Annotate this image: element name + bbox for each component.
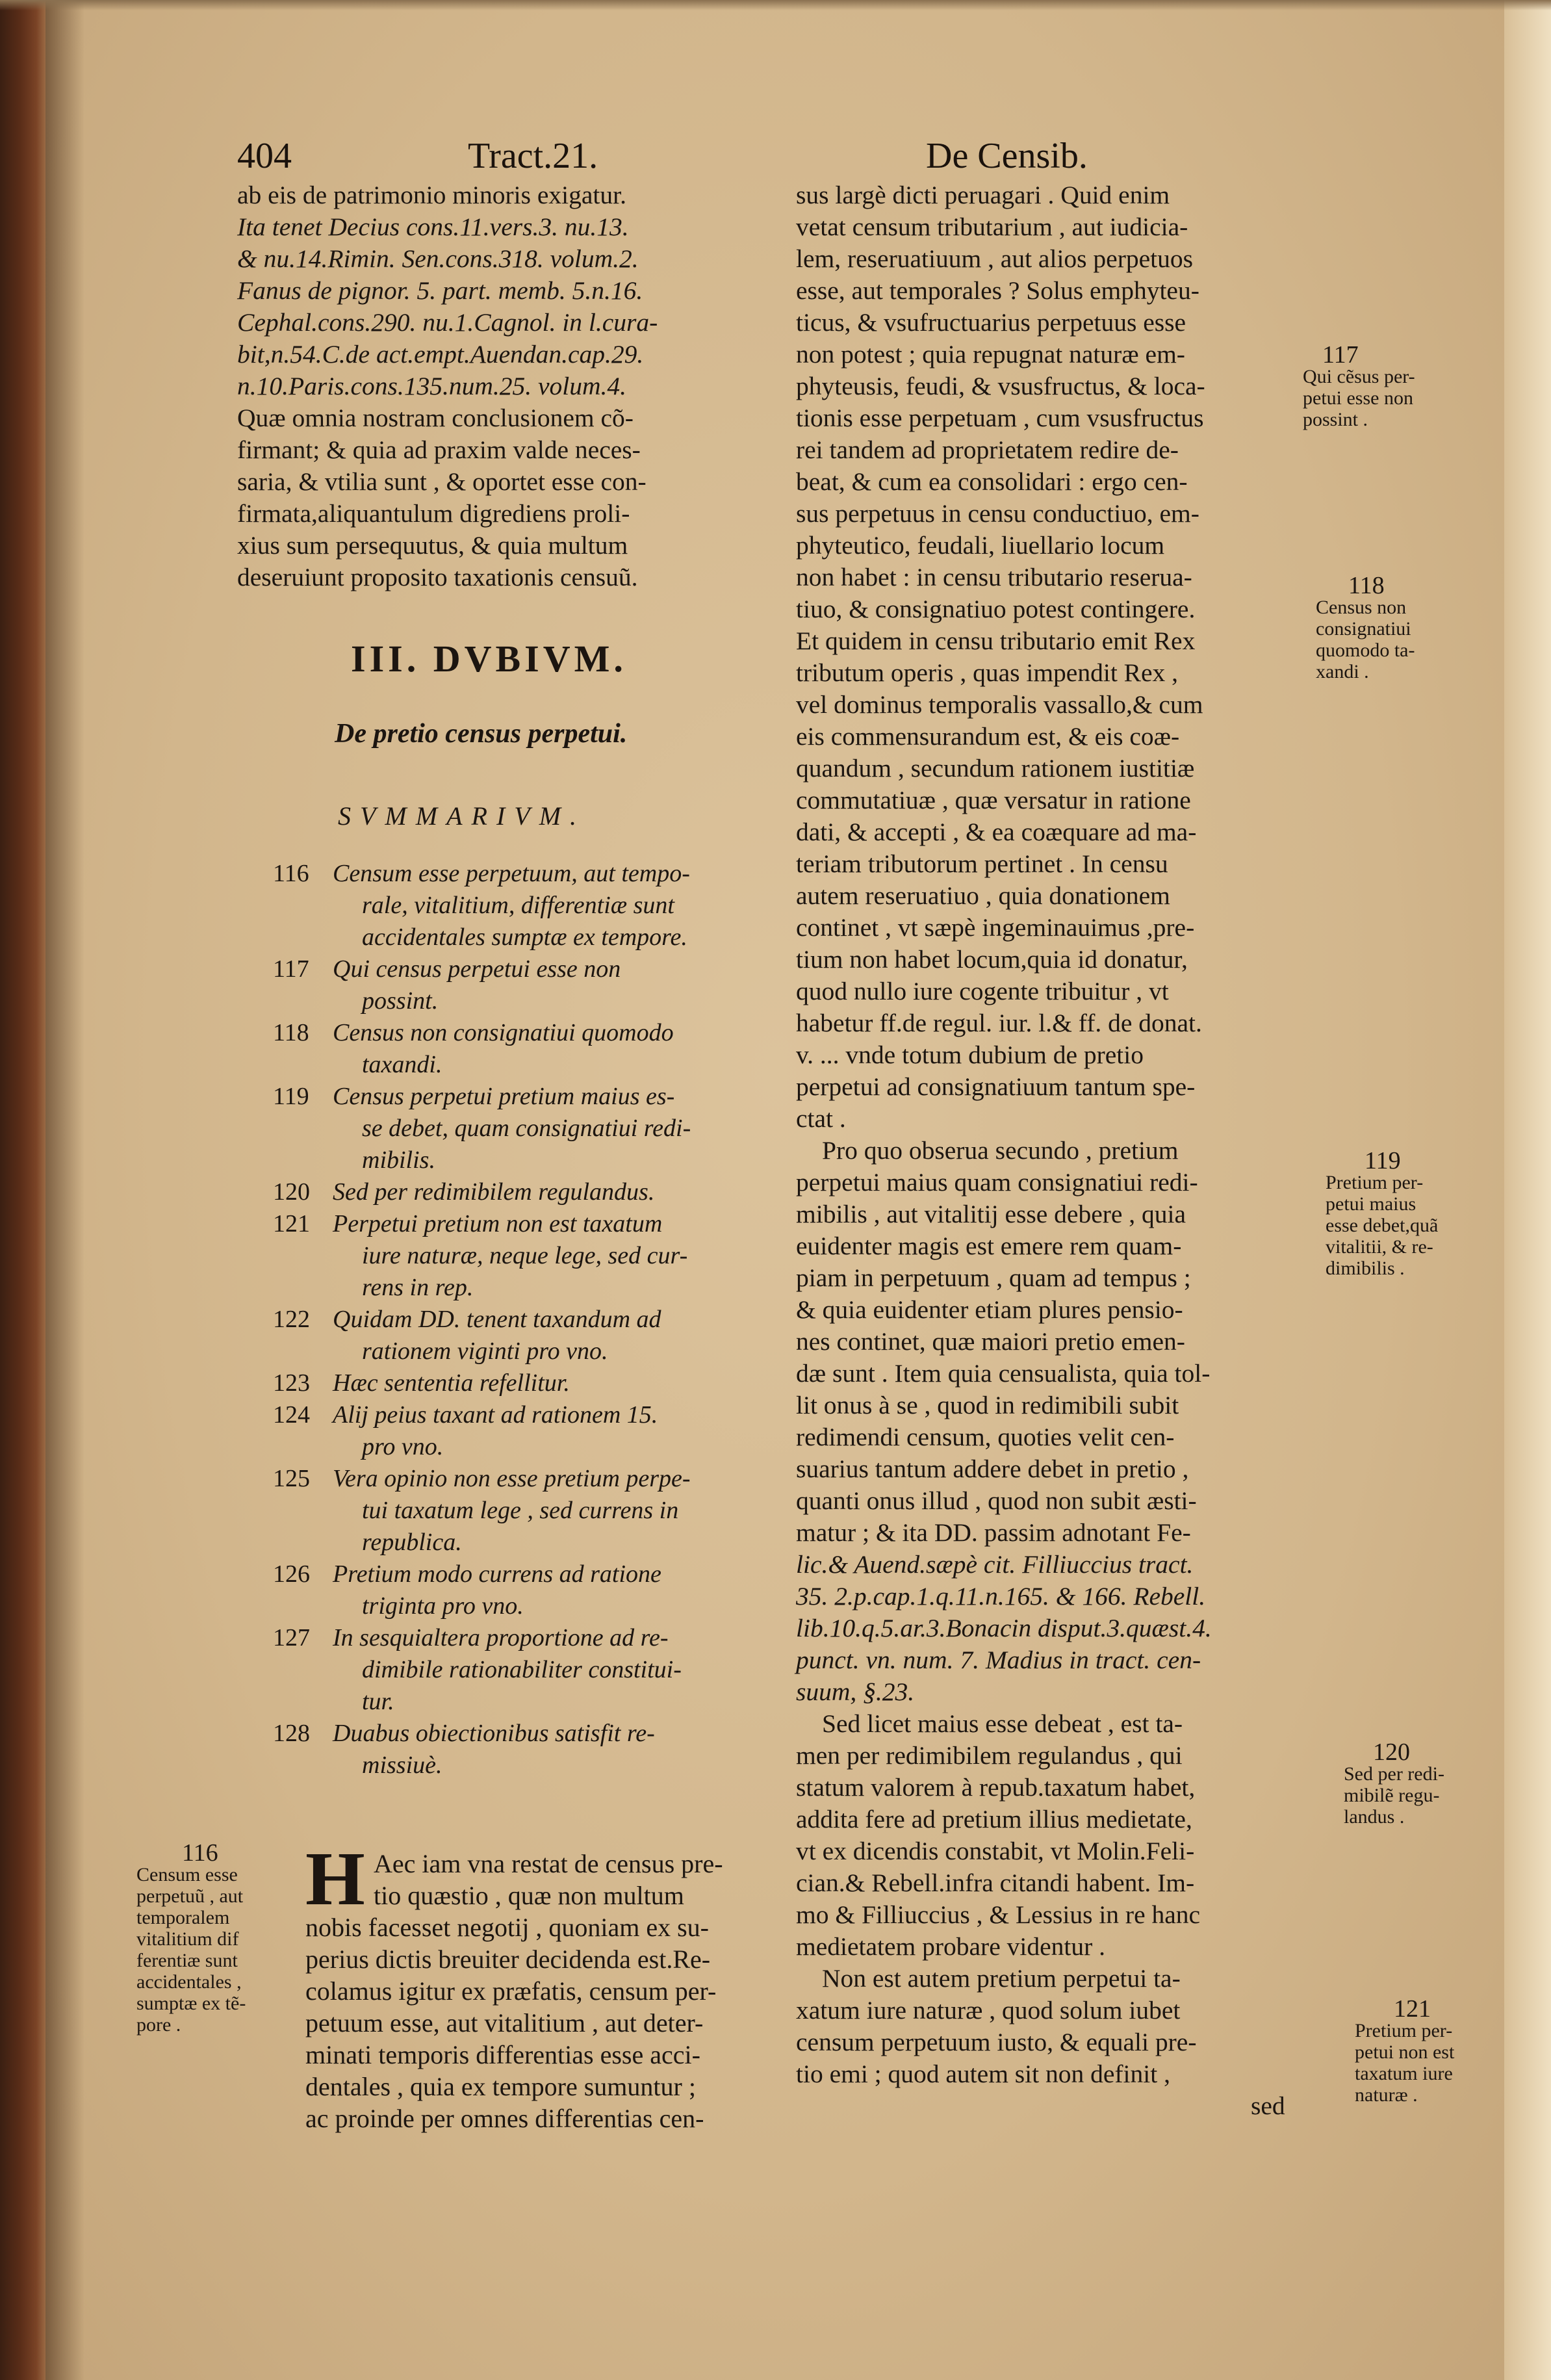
text-line: suarius tantum addere debet in pretio , (796, 1455, 1189, 1483)
text-line: rens in rep. (362, 1274, 474, 1301)
text-line: Pretium per- (1355, 2020, 1453, 2041)
text-line: teriam tributorum pertinet . In censu (796, 849, 1168, 878)
text-line: dimibile rationabiliter constitui- (362, 1656, 682, 1683)
text-line: sumptæ ex tẽ- (136, 1993, 246, 2014)
text-line: vitalitium dif (136, 1928, 239, 1950)
text-line: non potest ; quia repugnat naturæ em- (796, 340, 1185, 369)
text-line: piam in perpetuum , quam ad tempus ; (796, 1263, 1191, 1292)
text-line: Census non consignatiui quomodo (333, 1019, 674, 1046)
text-line: firmant; & quia ad praxim valde neces- (237, 435, 641, 464)
page-top-edge (0, 0, 1551, 10)
dropcap-paragraph (305, 1836, 796, 2134)
text-line: nes continet, quæ maiori pretio emen- (796, 1327, 1185, 1356)
text-line: redimendi censum, quoties velit cen- (796, 1423, 1175, 1451)
margin-note-121 (1355, 1995, 1455, 2106)
text-line: Cephal.cons.290. nu.1.Cagnol. in l.cura- (237, 308, 658, 337)
text-line: lic.& Auend.sæpè cit. Filliuccius tract. (796, 1550, 1194, 1579)
item-number: 121 (273, 1210, 310, 1237)
summarium-item (273, 1017, 793, 1081)
text-line: rale, vitalitium, differentiæ sunt (362, 892, 674, 919)
margin-note-number: 119 (1365, 1147, 1401, 1174)
text-line: Quidam DD. tenent taxandum ad (333, 1306, 661, 1333)
text-line: missiuè. (362, 1752, 442, 1779)
text-line: taxandi. (362, 1051, 442, 1078)
item-number: 124 (273, 1401, 310, 1429)
text-line: autem reseruatiuo , quia donationem (796, 881, 1170, 910)
gutter-shadow (45, 0, 84, 2380)
text-line: accidentales , (136, 1971, 242, 1993)
text-line: firmata,aliquantulum digrediens proli- (237, 499, 630, 528)
text-line: tionis esse perpetuam , cum vsusfructus (796, 404, 1204, 432)
text-line: phyteutico, feudali, liuellario locum (796, 531, 1165, 560)
margin-note-number: 116 (182, 1839, 218, 1867)
text-line: Duabus obiectionibus satisfit re- (333, 1720, 655, 1747)
summarium-item (273, 1176, 793, 1208)
text-line: cian.& Rebell.infra citandi habent. Im- (796, 1869, 1195, 1897)
text-line: & quia euidenter etiam plures pensio- (796, 1295, 1183, 1324)
text-line: iure naturæ, neque lege, sed cur- (362, 1242, 688, 1269)
text-line: mo & Filliuccius , & Lessius in re hanc (796, 1900, 1201, 1929)
summarium-item (273, 858, 793, 953)
text-line: nobis facesset negotij , quoniam ex su- (305, 1913, 709, 1942)
text-line: ab eis de patrimonio minoris exigatur. (237, 181, 626, 209)
text-line: beat, & cum ea consolidari : ergo cen- (796, 467, 1188, 496)
text-line: mibilis , aut vitalitij esse debere , quia (796, 1200, 1186, 1228)
text-line: possint. (362, 987, 439, 1015)
text-line: medietatem probare videntur . (796, 1932, 1106, 1961)
summarium-item (273, 1399, 793, 1463)
text-line: pore . (136, 2014, 181, 2036)
text-line: Non est autem pretium perpetui ta- (822, 1964, 1181, 1993)
text-line: vetat censum tributarium , aut iudicia- (796, 213, 1188, 241)
text-line: temporalem (136, 1907, 230, 1928)
text-line: perpetuũ , aut (136, 1885, 244, 1907)
running-head-title: De Censib. (926, 136, 1088, 176)
text-line: ferentiæ sunt (136, 1950, 238, 1971)
text-line: tiuo, & consignatiuo potest contingere. (796, 595, 1196, 623)
right-column-text (796, 179, 1342, 2122)
text-line: ctat . (796, 1104, 846, 1133)
item-number: 126 (273, 1560, 310, 1588)
margin-note-number: 117 (1322, 341, 1359, 369)
text-line: xandi . (1316, 661, 1369, 682)
text-line: 35. 2.p.cap.1.q.11.n.165. & 166. Rebell. (796, 1582, 1206, 1610)
text-line: Sed licet maius esse debeat , est ta- (822, 1709, 1183, 1738)
summarium-item (273, 1559, 793, 1622)
text-line: commutatiuæ , quæ versatur in ratione (796, 786, 1191, 814)
page-number: 404 (237, 136, 292, 176)
text-line: naturæ . (1355, 2084, 1418, 2106)
summarium-item (273, 1367, 793, 1399)
text-line: addita fere ad pretium illius medietate, (796, 1805, 1192, 1833)
text-line: pro vno. (362, 1433, 444, 1460)
summarium-item (273, 1081, 793, 1176)
text-line: Qui cẽsus per- (1303, 366, 1415, 387)
text-line: minati temporis differentias esse acci- (305, 2040, 700, 2069)
text-line: sus perpetuus in censu conductiuo, em- (796, 499, 1199, 528)
text-line: suum, §.23. (796, 1677, 915, 1706)
text-line: Et quidem in censu tributario emit Rex (796, 627, 1196, 655)
summarium-list (273, 858, 793, 1781)
text-line: taxatum iure (1355, 2063, 1453, 2084)
running-head-tract: Tract.21. (468, 136, 598, 176)
text-line: eis commensurandum est, & eis coæ- (796, 722, 1180, 751)
item-number: 119 (273, 1083, 309, 1110)
text-line: Vera opinio non esse pretium perpe- (333, 1465, 691, 1492)
margin-note-116 (136, 1839, 246, 2036)
text-line: quomodo ta- (1316, 640, 1415, 661)
text-line: n.10.Paris.cons.135.num.25. volum.4. (237, 372, 627, 400)
text-line: rationem viginti pro vno. (362, 1338, 608, 1365)
text-line: Censum esse (136, 1864, 238, 1885)
text-line: Ita tenet Decius cons.11.vers.3. nu.13. (237, 213, 629, 241)
item-number: 116 (273, 860, 309, 887)
text-line: quod nullo iure cogente tribuitur , vt (796, 977, 1169, 1005)
summarium-item (273, 1208, 793, 1304)
text-line: continet , vt sæpè ingeminauimus ,pre- (796, 913, 1195, 942)
text-line: men per redimibilem regulandus , qui (796, 1741, 1183, 1770)
text-line: dentales , quia ex tempore sumuntur ; (305, 2072, 696, 2101)
text-line: ac proinde per omnes differentias cen- (305, 2104, 704, 2133)
text-line: Pretium modo currens ad ratione (333, 1560, 661, 1588)
text-line: censum perpetuum iusto, & equali pre- (796, 2028, 1197, 2056)
text-line: dati, & accepti , & ea coæquare ad ma- (796, 818, 1197, 846)
item-number: 125 (273, 1465, 310, 1492)
text-line: perpetui maius quam consignatiui redi- (796, 1168, 1198, 1196)
text-line: dimibilis . (1326, 1258, 1405, 1279)
text-line: petui non est (1355, 2041, 1455, 2063)
item-number: 123 (273, 1369, 310, 1397)
item-number: 128 (273, 1720, 310, 1747)
text-line: statum valorem à repub.taxatum habet, (796, 1773, 1196, 1802)
summarium-item (273, 1622, 793, 1718)
text-line: lem, reseruatiuum , aut alios perpetuos (796, 244, 1193, 273)
margin-note-number: 118 (1348, 572, 1385, 599)
margin-note-120 (1344, 1739, 1444, 1828)
text-line: tio quæstio , quæ non multum (374, 1881, 684, 1910)
text-line: triginta pro vno. (362, 1592, 524, 1620)
text-line: matur ; & ita DD. passim adnotant Fe- (796, 1518, 1191, 1547)
text-line: se debet, quam consignatiui redi- (362, 1115, 691, 1142)
text-line: tributum operis , quas impendit Rex , (796, 658, 1179, 687)
text-line: accidentales sumptæ ex tempore. (362, 924, 687, 951)
text-line: quanti onus illud , quod non subit æsti- (796, 1486, 1197, 1515)
text-line: Pro quo obserua secundo , pretium (822, 1136, 1179, 1165)
facing-page-edge (1504, 0, 1551, 2380)
text-line: vitalitii, & re- (1326, 1236, 1433, 1258)
text-line: Census non (1316, 597, 1407, 618)
catchword: sed (1251, 2091, 1285, 2120)
text-line: Hæc sententia refellitur. (333, 1369, 570, 1397)
summarium-item (273, 953, 793, 1017)
text-line: republica. (362, 1529, 462, 1556)
text-line: xatum iure naturæ , quod solum iubet (796, 1996, 1181, 2024)
dubium-heading: III. DVBIVM. (351, 638, 627, 680)
text-line: tium non habet locum,quia id donatur, (796, 945, 1188, 974)
text-line: tui taxatum lege , sed currens in (362, 1497, 679, 1524)
text-line: vt ex dicendis constabit, vt Molin.Feli- (796, 1837, 1195, 1865)
text-line: consignatiui (1316, 618, 1411, 640)
text-line: Fanus de pignor. 5. part. memb. 5.n.16. (237, 276, 643, 305)
text-line: habetur ff.de regul. iur. l.& ff. de donat. (796, 1009, 1202, 1037)
text-line: Aec iam vna restat de census pre- (374, 1849, 723, 1878)
text-line: tio emi ; quod autem sit non definit , (796, 2060, 1170, 2088)
text-line: & nu.14.Rimin. Sen.cons.318. volum.2. (237, 244, 639, 273)
text-line: quandum , secundum rationem iustitiæ (796, 754, 1195, 783)
text-line: euidenter magis est emere rem quam- (796, 1232, 1182, 1260)
text-line: In sesquialtera proportione ad re- (333, 1624, 669, 1651)
summarium-item (273, 1463, 793, 1559)
margin-note-number: 120 (1373, 1739, 1410, 1766)
text-line: Censum esse perpetuum, aut tempo- (333, 860, 690, 887)
text-line: v. ... vnde totum dubium de pretio (796, 1041, 1144, 1069)
margin-note-117 (1303, 341, 1415, 430)
text-line: deseruiunt proposito taxationis censuũ. (237, 563, 638, 591)
text-line: dæ sunt . Item quia censualista, quia tol- (796, 1359, 1211, 1388)
text-line: Quæ omnia nostram conclusionem cõ- (237, 404, 634, 432)
text-line: possint . (1303, 409, 1368, 430)
text-line: Alij peius taxant ad rationem 15. (333, 1401, 658, 1429)
text-line: lit onus à se , quod in redimibili subit (796, 1391, 1179, 1419)
text-line: Pretium per- (1326, 1172, 1424, 1193)
item-number: 122 (273, 1306, 310, 1333)
item-number: 117 (273, 955, 309, 983)
text-line: Sed per redimibilem regulandus. (333, 1178, 655, 1206)
text-line: ticus, & vsufructuarius perpetuus esse (796, 308, 1186, 337)
text-line: Sed per redi- (1344, 1763, 1444, 1785)
text-line: phyteusis, feudi, & vsusfructus, & loca- (796, 372, 1205, 400)
item-number: 118 (273, 1019, 309, 1046)
text-line: tur. (362, 1688, 394, 1715)
summarium-heading: SVMMARIVM. (338, 801, 586, 831)
text-line: lib.10.q.5.ar.3.Bonacin disput.3.quæst.4. (796, 1614, 1212, 1642)
text-line: esse debet,quã (1326, 1215, 1439, 1236)
text-line: petuum esse, aut vitalitium , aut deter- (305, 2008, 704, 2037)
book-spine (0, 0, 45, 2380)
text-line: petui maius (1326, 1193, 1416, 1215)
item-number: 127 (273, 1624, 310, 1651)
summarium-item (273, 1718, 793, 1781)
left-column-paragraph (237, 179, 793, 593)
text-line: esse, aut temporales ? Solus emphyteu- (796, 276, 1199, 305)
text-line: non habet : in censu tributario reserua- (796, 563, 1192, 591)
text-line: perius dictis breuiter decidenda est.Re- (305, 1945, 711, 1974)
margin-note-number: 121 (1394, 1995, 1431, 2023)
text-line: perpetui ad consignatiuum tantum spe- (796, 1072, 1196, 1101)
summarium-item (273, 1304, 793, 1367)
text-line: saria, & vtilia sunt , & oportet esse con- (237, 467, 647, 496)
text-line: landus . (1344, 1806, 1405, 1828)
text-line: colamus igitur ex præfatis, censum per- (305, 1976, 717, 2006)
text-line: mibilis. (362, 1146, 435, 1174)
item-number: 120 (273, 1178, 310, 1206)
drop-cap-letter: H (305, 1836, 365, 1921)
text-line: Perpetui pretium non est taxatum (333, 1210, 663, 1237)
dubium-subtitle: De pretio census perpetui. (335, 719, 628, 749)
text-line: sus largè dicti peruagari . Quid enim (796, 181, 1170, 209)
text-line: punct. vn. num. 7. Madius in tract. cen- (796, 1646, 1201, 1674)
text-line: rei tandem ad proprietatem redire de- (796, 435, 1179, 464)
margin-note-119 (1326, 1147, 1439, 1279)
text-line: Census perpetui pretium maius es- (333, 1083, 675, 1110)
text-line: xius sum persequutus, & quia multum (237, 531, 628, 560)
margin-note-118 (1316, 572, 1415, 682)
text-line: bit,n.54.C.de act.empt.Auendan.cap.29. (237, 340, 644, 369)
text-line: mibilẽ regu- (1344, 1785, 1440, 1806)
text-line: Qui census perpetui esse non (333, 955, 621, 983)
text-line: petui esse non (1303, 387, 1413, 409)
text-line: vel dominus temporalis vassallo,& cum (796, 690, 1203, 719)
